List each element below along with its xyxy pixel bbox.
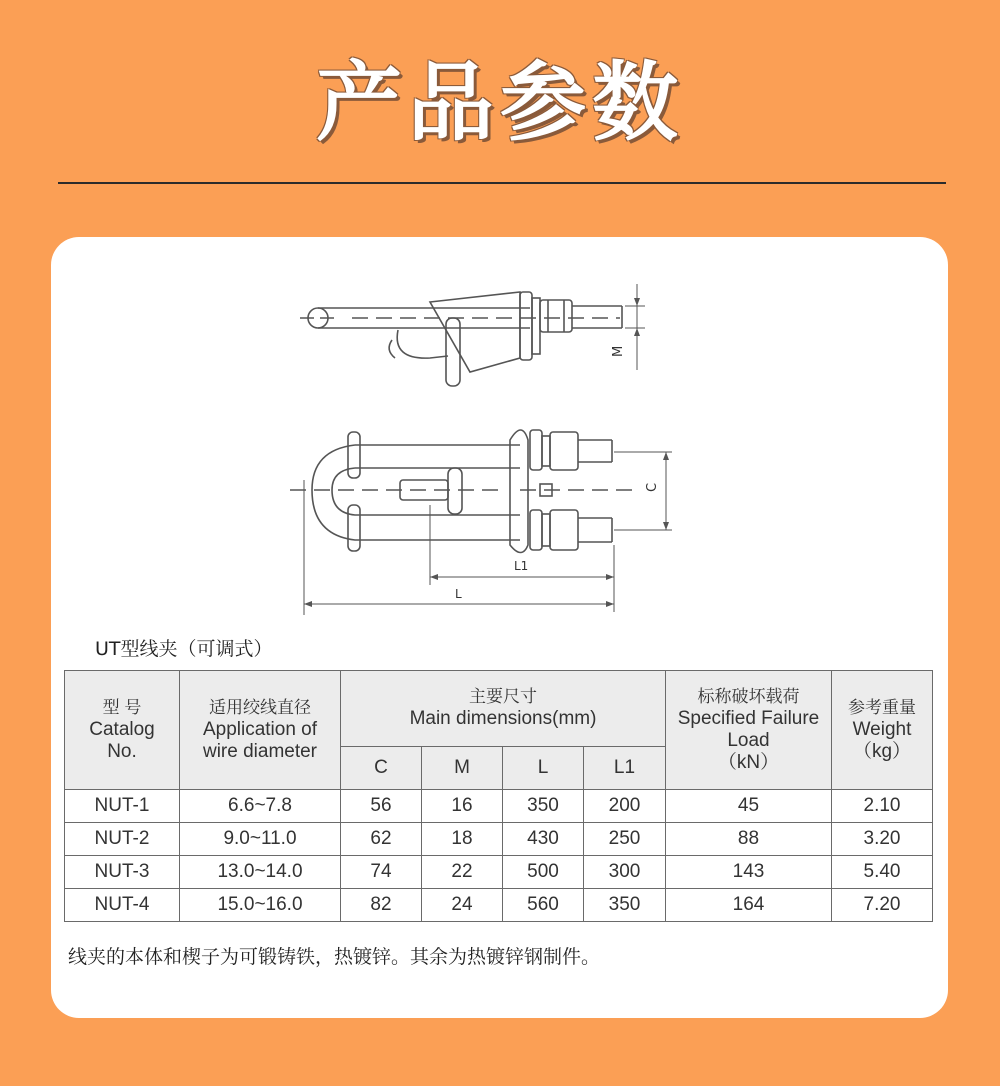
cell-L1: 300	[584, 856, 666, 889]
cell-wire: 6.6~7.8	[180, 790, 341, 823]
header-wire-diameter: 适用绞线直径 Application of wire diameter	[180, 671, 341, 790]
cell-catalog: NUT-3	[65, 856, 180, 889]
cell-M: 18	[422, 823, 503, 856]
cell-L1: 250	[584, 823, 666, 856]
cell-weight: 3.20	[832, 823, 933, 856]
cell-L: 500	[503, 856, 584, 889]
header-failure-load: 标称破坏载荷 Specified Failure Load （kN）	[666, 671, 832, 790]
subheader-L: L	[503, 746, 584, 789]
cell-C: 74	[341, 856, 422, 889]
cell-catalog: NUT-4	[65, 889, 180, 922]
dim-L-label: L	[455, 587, 462, 601]
dim-M-label: M	[611, 345, 626, 357]
cell-L1: 200	[584, 790, 666, 823]
cell-M: 16	[422, 790, 503, 823]
table-row	[65, 889, 933, 922]
dim-L1-label: L1	[514, 559, 529, 573]
cell-C: 56	[341, 790, 422, 823]
page-title: 产品参数	[316, 53, 684, 153]
cell-weight: 7.20	[832, 889, 933, 922]
header-weight: 参考重量 Weight （kg）	[832, 671, 933, 790]
header-catalog: 型 号 Catalog No.	[65, 671, 180, 790]
cell-catalog: NUT-1	[65, 790, 180, 823]
material-note: 线夹的本体和楔子为可锻铸铁，热镀锌。其余为热镀锌钢制件。	[68, 946, 601, 968]
top-view-drawing	[300, 284, 645, 386]
cell-load: 164	[666, 889, 832, 922]
cell-C: 82	[341, 889, 422, 922]
header-main-dimensions: 主要尺寸 Main dimensions(mm)	[341, 671, 666, 747]
subheader-M: M	[422, 746, 503, 789]
cell-wire: 13.0~14.0	[180, 856, 341, 889]
cell-M: 22	[422, 856, 503, 889]
subheader-L1: L1	[584, 746, 666, 789]
cell-M: 24	[422, 889, 503, 922]
cell-catalog: NUT-2	[65, 823, 180, 856]
spec-table	[64, 670, 933, 922]
cell-weight: 5.40	[832, 856, 933, 889]
cell-L: 430	[503, 823, 584, 856]
cell-L: 350	[503, 790, 584, 823]
cell-wire: 9.0~11.0	[180, 823, 341, 856]
cell-C: 62	[341, 823, 422, 856]
cell-weight: 2.10	[832, 790, 933, 823]
cell-L1: 350	[584, 889, 666, 922]
cell-load: 88	[666, 823, 832, 856]
cell-load: 143	[666, 856, 832, 889]
cell-L: 560	[503, 889, 584, 922]
table-row	[65, 823, 933, 856]
product-subtitle: UT型线夹（可调式）	[95, 638, 273, 660]
table-row	[65, 856, 933, 889]
cell-wire: 15.0~16.0	[180, 889, 341, 922]
table-row	[65, 790, 933, 823]
cell-load: 45	[666, 790, 832, 823]
table-header-row	[65, 671, 933, 747]
dim-C-label: C	[645, 482, 660, 492]
subheader-C: C	[341, 746, 422, 789]
front-view-drawing	[290, 430, 672, 615]
